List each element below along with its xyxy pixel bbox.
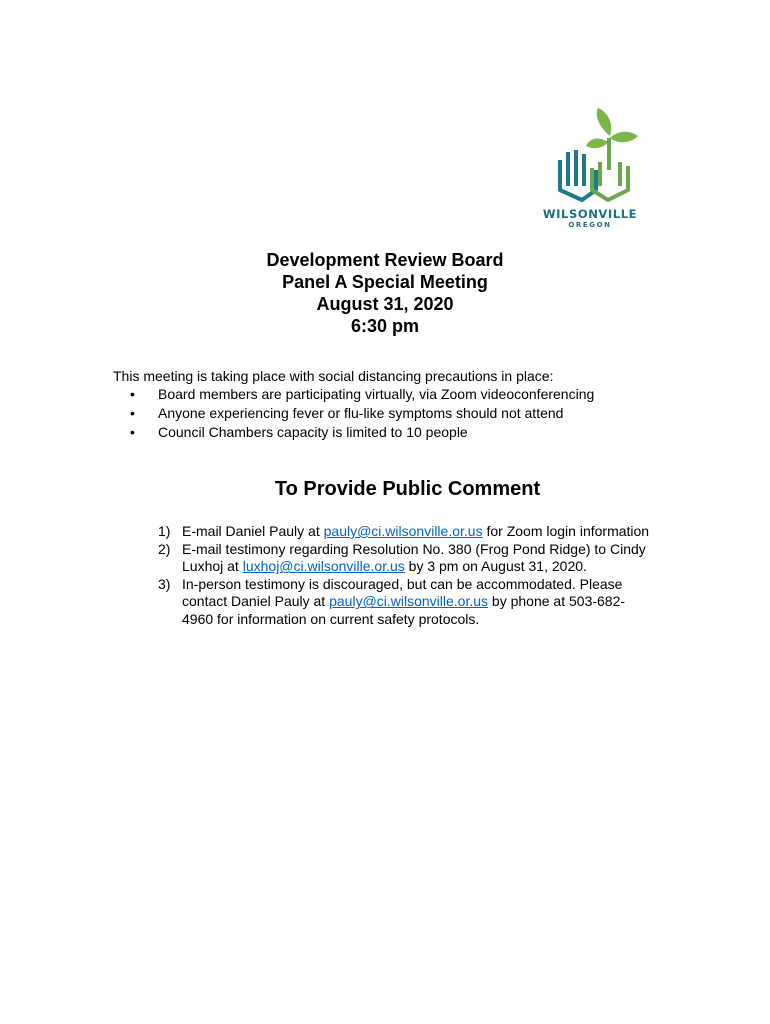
logo-subtitle: OREGON: [568, 221, 612, 229]
list-item: • Anyone experiencing fever or flu-like symptoms should not attend: [130, 405, 564, 421]
meeting-title-block: [0, 249, 770, 337]
list-item: • Council Chambers capacity is limited to 10 people: [130, 424, 468, 440]
step-number: 2): [158, 540, 171, 557]
precautions-list: [130, 385, 594, 442]
bullet-icon: •: [130, 386, 135, 402]
step-number: 3): [158, 575, 171, 592]
meeting-panel-title: Panel A Special Meeting: [282, 272, 488, 292]
step-item: 2) E-mail testimony regarding Resolution No. 380 (Frog Pond Ridge) to Cindy Luxhoj at luxhoj@ci.wilsonville.or.us by 3 pm on August 31, 2020.: [158, 540, 646, 575]
public-comment-steps: [158, 523, 652, 629]
logo-wordmark: WILSONVILLE: [542, 207, 638, 221]
email-link-luxhoj[interactable]: luxhoj@ci.wilsonville.or.us: [242, 558, 405, 575]
public-comment-heading: To Provide Public Comment: [274, 478, 541, 500]
wilsonville-logo: [538, 106, 642, 234]
wilsonville-hands-leaf-icon: [538, 106, 642, 206]
list-item: • Board members are participating virtually, via Zoom videoconferencing: [130, 386, 595, 402]
meeting-time: 6:30 pm: [350, 316, 420, 336]
bullet-icon: •: [130, 424, 135, 440]
email-link-pauly[interactable]: pauly@ci.wilsonville.or.us: [329, 593, 489, 610]
bullet-icon: •: [130, 405, 135, 421]
step-item: 3) In-person testimony is discouraged, but can be accommodated. Please contact Daniel Pauly at pauly@ci.wilsonville.or.us by phone at 503-682-4960 for information on current safety protocols.: [158, 575, 626, 627]
meeting-board-title: Development Review Board: [266, 250, 504, 270]
precautions-intro: This meeting is taking place with social distancing precautions in place:: [113, 368, 554, 384]
email-link-pauly[interactable]: pauly@ci.wilsonville.or.us: [323, 523, 483, 539]
meeting-date: August 31, 2020: [316, 294, 454, 314]
step-item: 1) E-mail Daniel Pauly at pauly@ci.wilsonville.or.us for Zoom login information: [158, 523, 650, 539]
step-number: 1): [158, 523, 171, 539]
